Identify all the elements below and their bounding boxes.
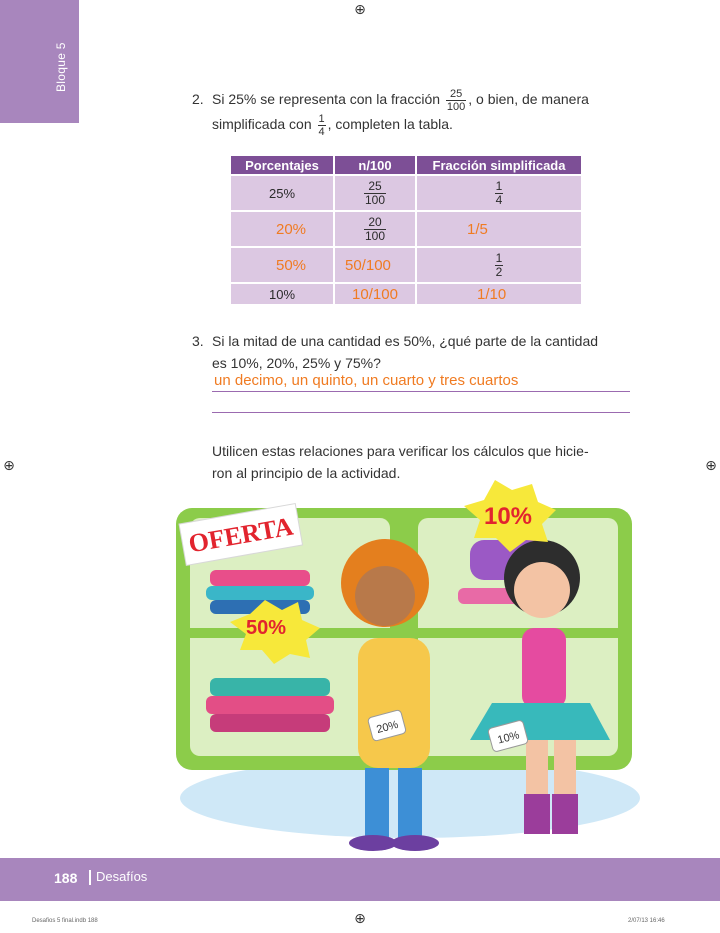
cell-simplified: $\frac{1}{2}$ [417, 248, 581, 282]
cell-simplified: 1/10 [417, 284, 581, 304]
table-row [231, 212, 581, 246]
question-3 [192, 330, 632, 374]
footer-section: Desafíos [96, 869, 148, 884]
registration-mark-right: ⊕ [705, 458, 717, 474]
cell-n100: 10/100 [335, 284, 415, 304]
percent-table [229, 154, 583, 306]
question-number: 2. [192, 91, 204, 107]
q2-text-a: Si 25% se representa con la fracción [212, 91, 441, 108]
block-tab [0, 0, 79, 123]
q2-text-c: simplificada con [212, 116, 312, 133]
q2-text-b: , o bien, de manera [468, 91, 589, 108]
answer-line [212, 412, 630, 413]
q3-line-2: es 10%, 20%, 25% y 75%? [212, 355, 381, 371]
q3-answer: un decimo, un quinto, un cuarto y tres cuartos [214, 372, 519, 389]
cell-n100: $\frac{20}{100}$ [335, 212, 415, 246]
table-row [231, 176, 581, 210]
footer-divider [89, 870, 91, 885]
cell-n100: $\frac{25}{100}$ [335, 176, 415, 210]
cell-simplified: $\frac{1}{4}$ [417, 176, 581, 210]
sign-10-text: 10% [483, 503, 533, 530]
registration-mark-top: ⊕ [354, 2, 366, 18]
registration-mark-bottom: ⊕ [354, 911, 366, 927]
tag-20-text: 20% [375, 718, 400, 737]
table-row [231, 248, 581, 282]
page-footer [0, 858, 720, 901]
tag-10-text: 10% [496, 729, 521, 747]
instruction-text: Utilicen estas relaciones para verificar los cálculos que hicie- ron al principio de la actividad. [212, 443, 589, 481]
store-illustration [170, 478, 640, 863]
header-fraccion: Fracción simplificada [417, 156, 581, 174]
answer-line [212, 391, 630, 392]
cell-percent: 50% [231, 248, 333, 282]
cell-simplified: 1/5 [417, 212, 581, 246]
header-n100: n/100 [335, 156, 415, 174]
block-label: Bloque 5 [54, 42, 68, 92]
header-porcentajes: Porcentajes [231, 156, 333, 174]
svg-text:OFERTA: OFERTA [186, 511, 296, 559]
print-slug-right: 2/07/13 16:46 [628, 918, 665, 924]
question-number: 3. [192, 333, 204, 349]
cell-percent: 25% [231, 176, 333, 210]
table-row [231, 284, 581, 304]
question-2 [192, 88, 632, 138]
cell-percent: 10% [231, 284, 333, 304]
sign-50-text: 50% [245, 617, 287, 639]
cell-n100: 50/100 [335, 248, 415, 282]
print-slug-left: Desafios 5 final.indb 188 [32, 918, 98, 924]
cell-percent: 20% [231, 212, 333, 246]
girl1-dress [358, 638, 430, 768]
fraction-1-4: $\frac{1}{4}$ [318, 113, 325, 138]
girl2-top [522, 628, 566, 708]
q2-text-d: , completen la tabla. [327, 116, 453, 133]
registration-mark-left: ⊕ [3, 458, 15, 474]
table-header-row [231, 156, 581, 174]
fraction-25-100: $\frac{25}{100}$ [446, 88, 466, 113]
page-number: 188 [54, 870, 78, 886]
q3-line-1: Si la mitad de una cantidad es 50%, ¿qué parte de la cantidad [212, 333, 599, 349]
